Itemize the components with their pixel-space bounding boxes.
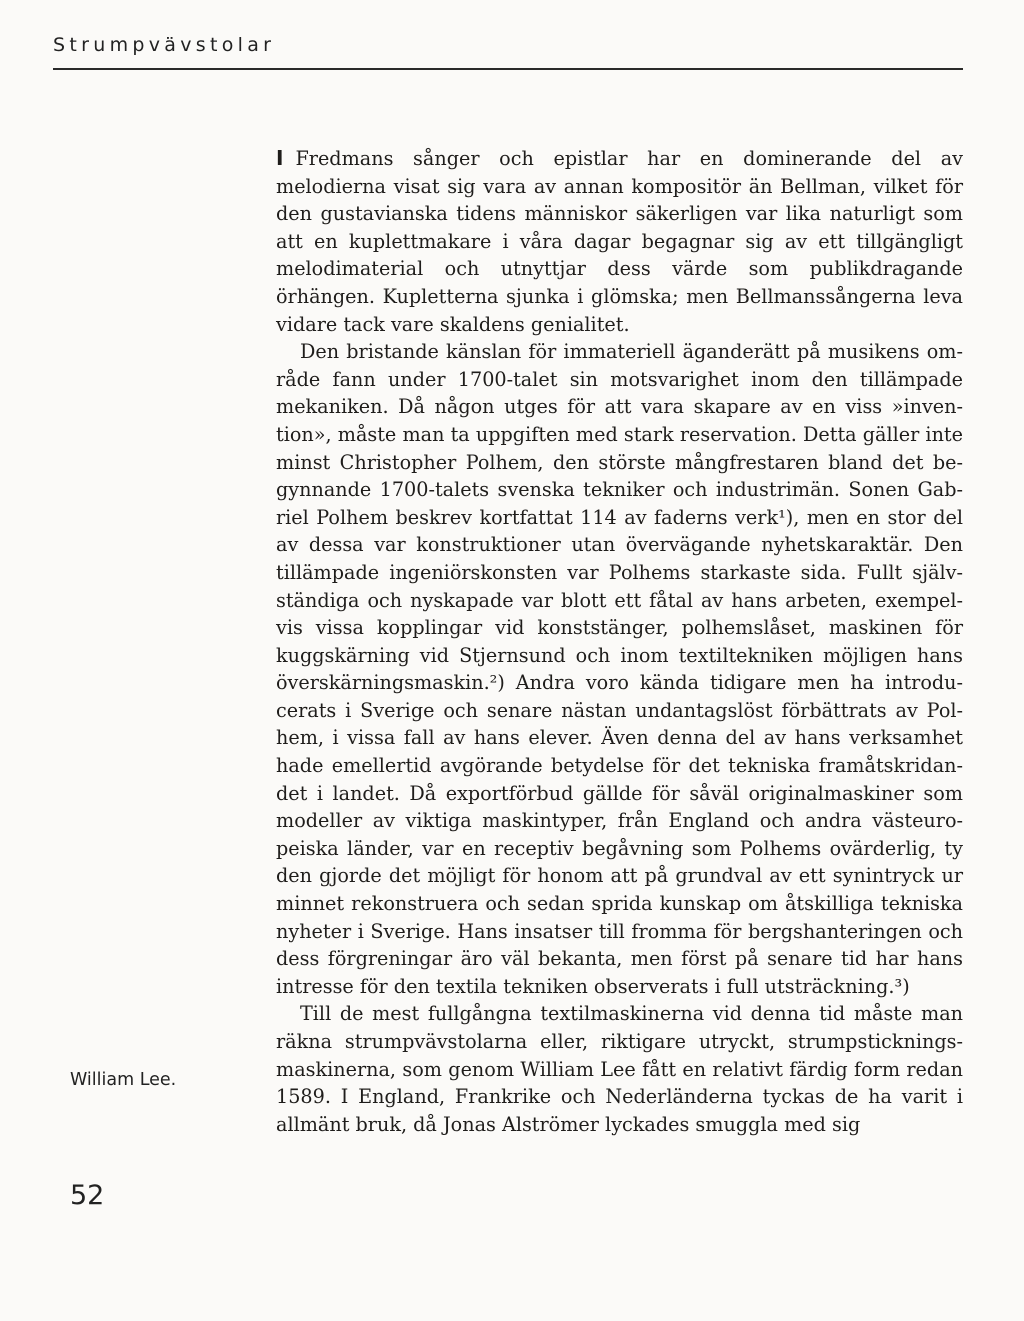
paragraph-1-text: Fredmans sånger och epistlar har en dominerande del av melodierna visat sig vara av annan kompositör än Bellman, vilket för den gustavianska tidens människor säkerligen var lika naturligt som att en kuplettmakare i våra dagar begagnar sig av ett tillgängligt melodimaterial och utnyttjar dess värde som publikdragande örhängen. Kupletterna sjunka i glömska; men Bellmanssångerna leva vidare tack vare skaldens genialitet.: [276, 147, 963, 336]
margin-note: William Lee.: [70, 1070, 177, 1090]
body-text: [276, 145, 963, 1138]
paragraph-2: Den bristande känslan för immateriell äganderätt på musikens område fann under 1700-talet sin motsvarighet inom den tillämpade mekaniken. Då någon utges för att vara skapare av en viss »invention», måste man ta uppgiften med stark reservation. Detta gäller inte minst Christopher Polhem, den störste mångfrestaren bland det begynnande 1700-talets svenska tekniker och industrimän. Sonen Gabriel Polhem beskrev kortfattat 114 av faderns verk¹), men en stor del av dessa var konstruktioner utan övervägande nyhetskaraktär. Den tillämpade ingeniörskonsten var Polhems starkaste sida. Fullt självständiga och nyskapade var blott ett fåtal av hans arbeten, exempelvis vissa kopplingar vid konststänger, polhemslåset, maskinen för kuggskärning vid Stjernsund och inom textiltekniken möjligen hans överskärningsmaskin.²) Andra voro kända tidigare men ha introducerats i Sverige och senare nästan undantagslöst förbättrats av Polhem, i vissa fall av hans elever. Även denna del av hans verksamhet hade emellertid avgörande betydelse för det tekniska framåtskridandet i landet. Då exportförbud gällde för såväl originalmaskiner som modeller av viktiga maskintyper, från England och andra västeuropeiska länder, var en receptiv begåvning som Polhems ovärderlig, ty den gjorde det möjligt för honom att på grundval av ett synintryck ur minnet rekonstruera och sedan sprida kunskap om åtskilliga tekniska nyheter i Sverige. Hans insatser till fromma för bergshanteringen och dess förgreningar äro väl bekanta, men först på senare tid har hans intresse för den textila tekniken observerats i full utsträckning.³): [276, 340, 963, 998]
header-rule: [53, 68, 963, 70]
drop-cap: I: [276, 146, 284, 170]
running-title: Strumpvävstolar: [53, 34, 276, 56]
paragraph-3: Till de mest fullgångna textilmaskinerna vid denna tid måste man räkna strumpvävstolarna eller, riktigare utryckt, strumpstickningsmaskinerna, som genom William Lee fått en relativt färdig form redan 1589. I England, Frankrike och Nederländerna tyckas de ha varit i allmänt bruk, då Jonas Alströmer lyckades smuggla med sig: [276, 1002, 963, 1136]
paragraph-1: [276, 145, 963, 338]
page-number: 52: [70, 1180, 105, 1211]
